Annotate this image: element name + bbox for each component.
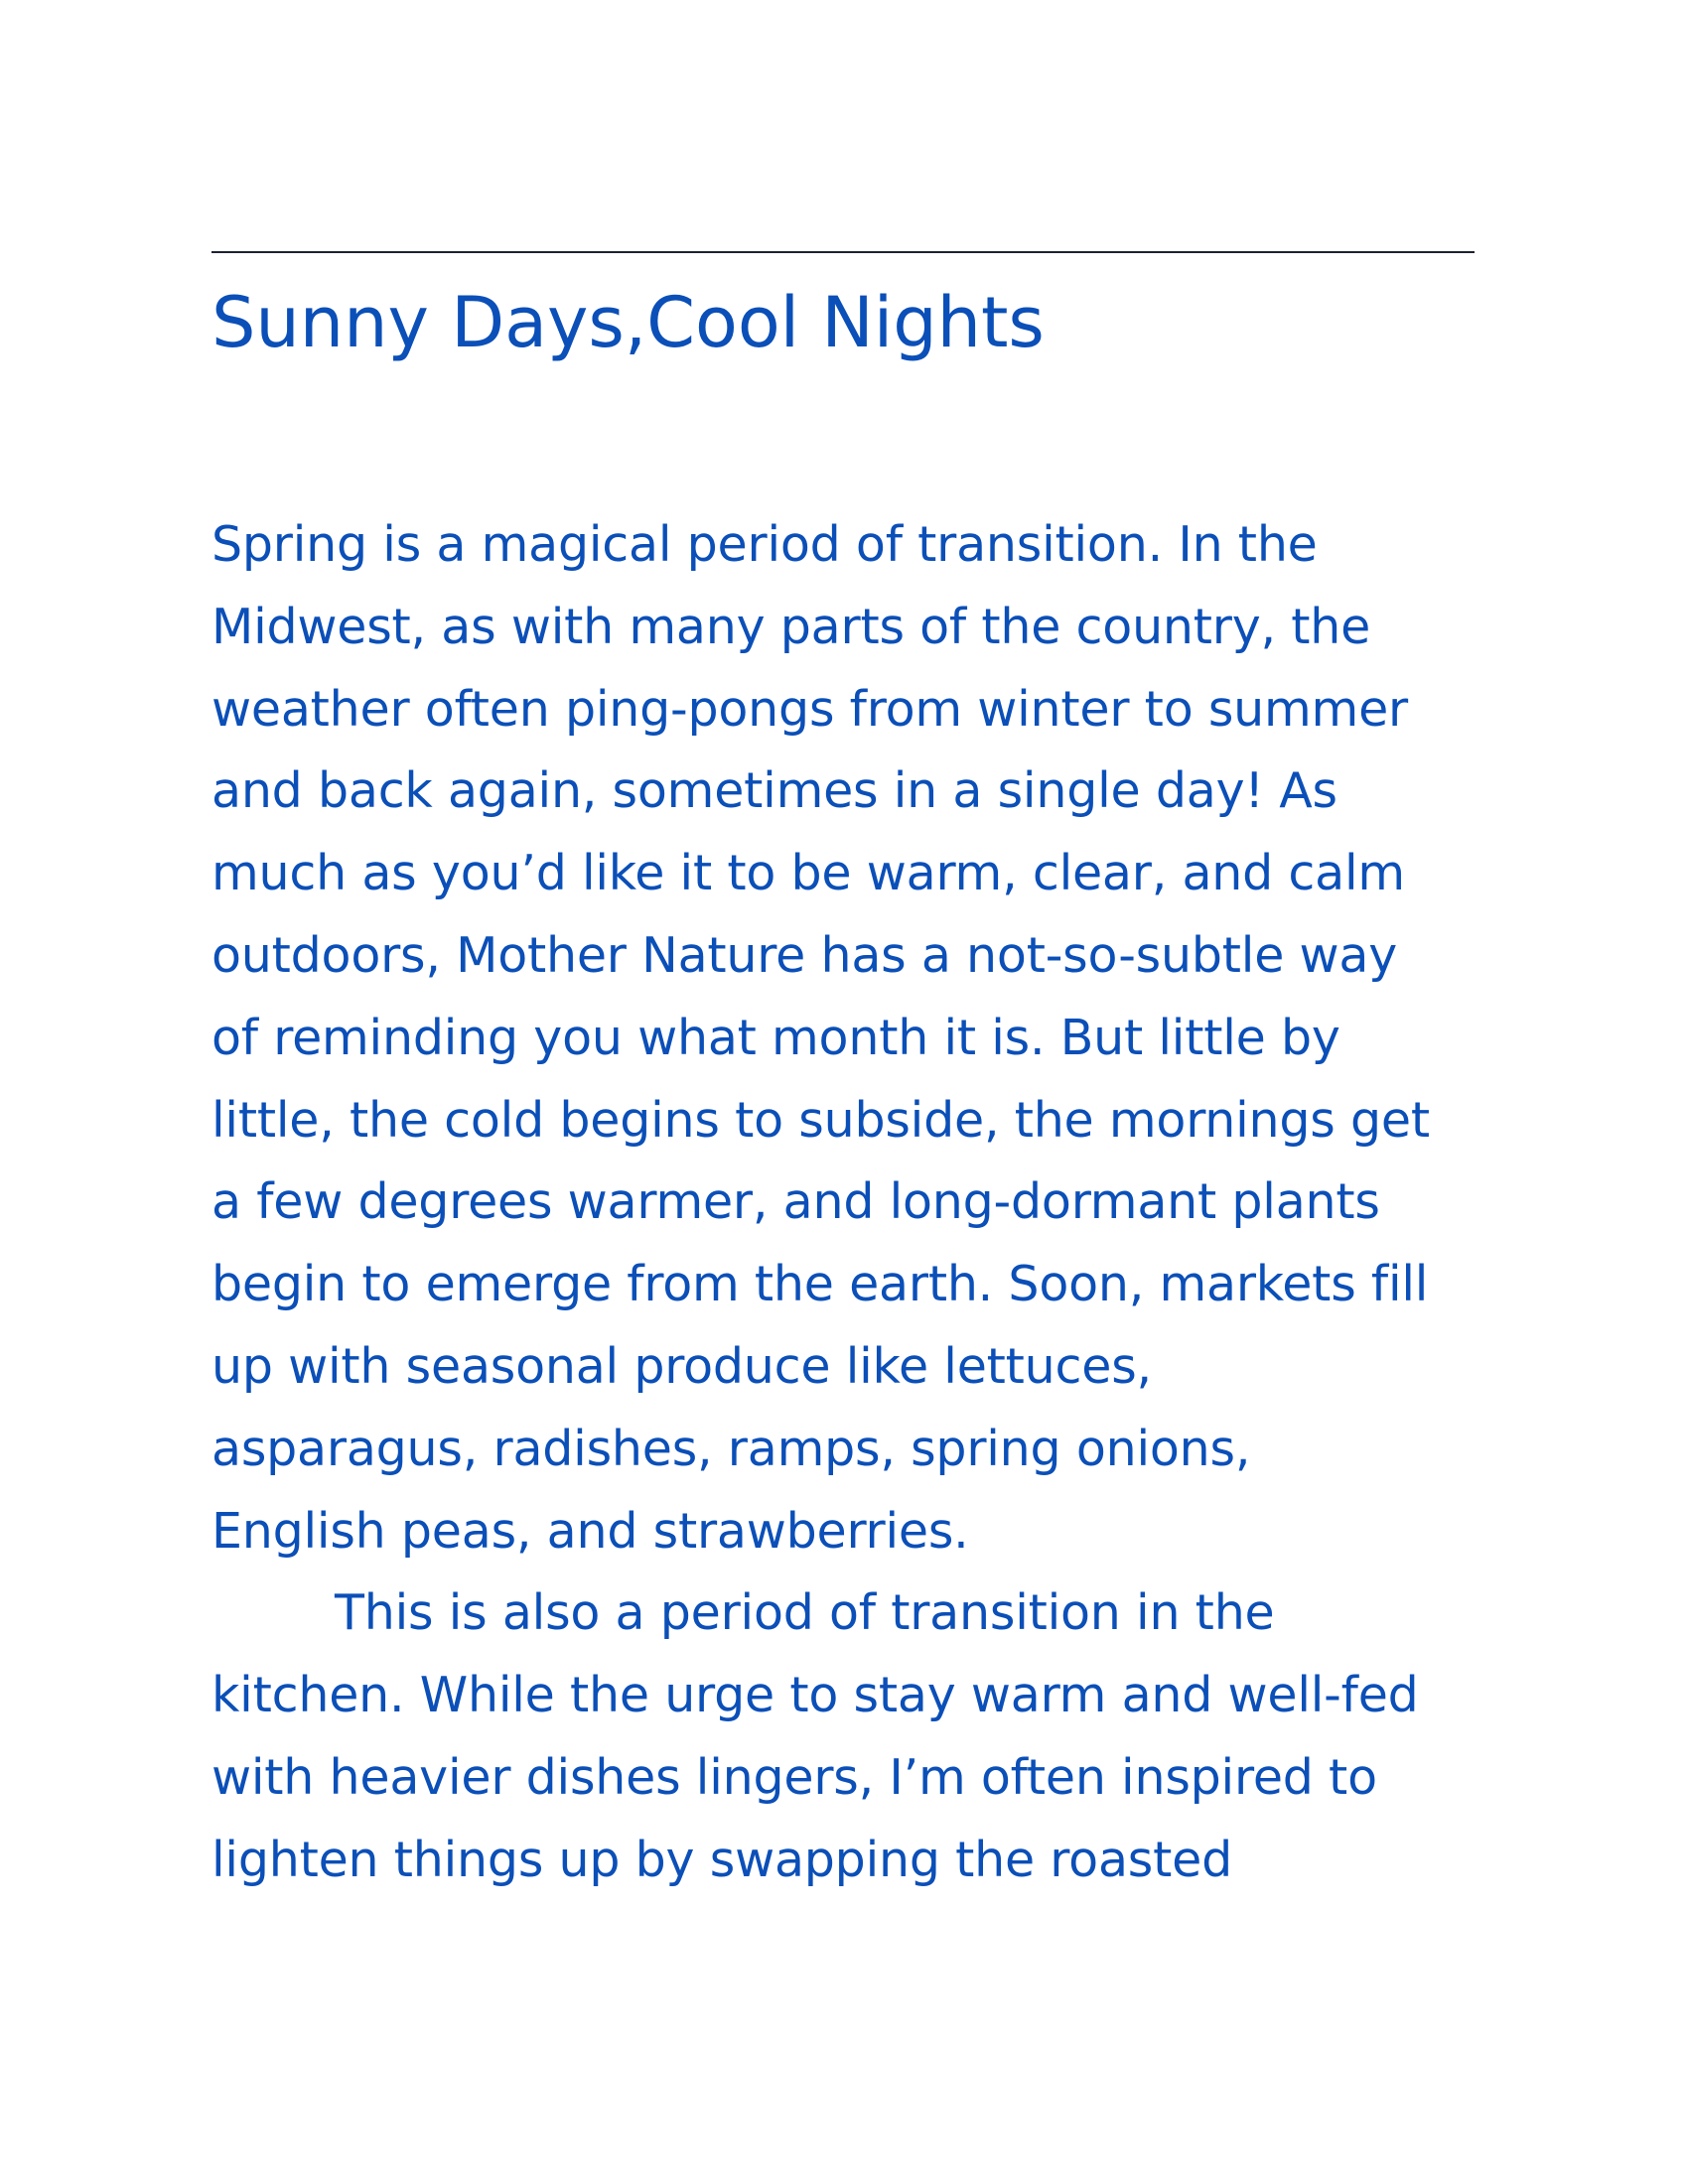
body-line: little, the cold begins to subside, the mornings get [211,1091,1430,1149]
body-text [211,504,1502,1902]
body-line-indented: This is also a period of transition in the [335,1584,1275,1642]
body-line: Midwest, as with many parts of the country, the [211,598,1371,655]
body-line: much as you’d like it to be warm, clear, and calm [211,845,1405,902]
body-line: asparagus, radishes, ramps, spring onions, [211,1420,1251,1477]
page-title: Sunny Days,Cool Nights [211,282,1045,363]
body-line: of reminding you what month it is. But little by [211,1009,1340,1066]
body-line: lighten things up by swapping the roasted [211,1831,1232,1888]
body-line: kitchen. While the urge to stay warm and well-fed [211,1667,1419,1724]
body-line: Spring is a magical period of transition. In the [211,516,1318,573]
body-line: English peas, and strawberries. [211,1502,969,1560]
body-line: with heavier dishes lingers, I’m often inspired to [211,1748,1377,1806]
body-line: up with seasonal produce like lettuces, [211,1337,1152,1395]
body-line: and back again, sometimes in a single day! As [211,762,1337,820]
header-rule [211,251,1475,253]
body-line: weather often ping-pongs from winter to summer [211,680,1408,738]
body-line: a few degrees warmer, and long-dormant plants [211,1173,1380,1231]
body-line: outdoors, Mother Nature has a not-so-subtle way [211,926,1398,984]
body-line: begin to emerge from the earth. Soon, markets fill [211,1256,1429,1313]
